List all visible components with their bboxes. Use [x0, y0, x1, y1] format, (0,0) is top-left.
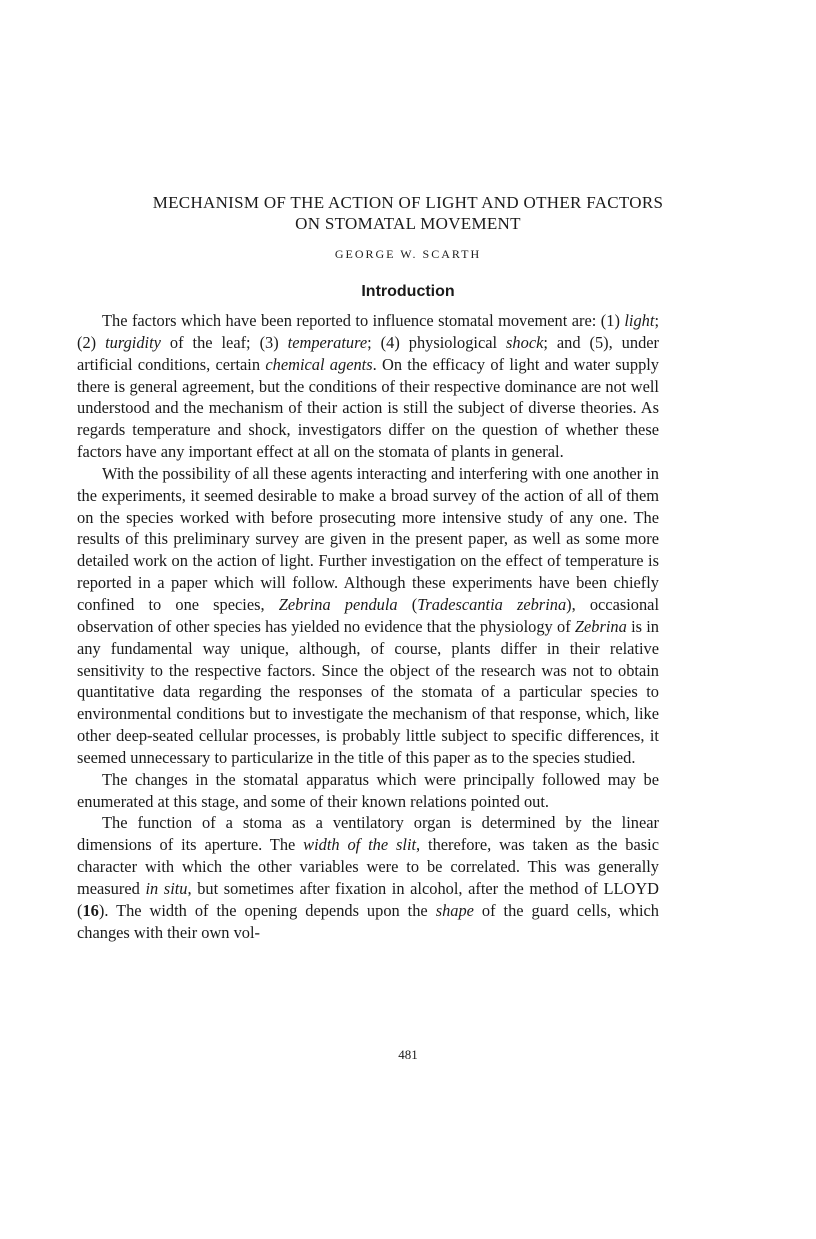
- page-number: 481: [398, 1047, 418, 1062]
- article-body: [77, 310, 659, 943]
- paragraph-4: The function of a stoma as a ventilatory organ is determined by the linear dimensions of its aperture. The width of the slit, therefore, was taken as the basic character with which the other variables were to be correlated. This was generally measured in situ, but sometimes after fixation in alcohol, after the method of LLOYD (16). The width of the opening depends upon the shape of the guard cells, which changes with their own vol-: [77, 813, 660, 942]
- title-line-2: ON STOMATAL MOVEMENT: [295, 214, 521, 233]
- section-heading: Introduction: [361, 283, 455, 300]
- paragraph-2: With the possibility of all these agents interacting and interfering with one another in the experiments, it seemed desirable to make a broad survey of the action of all of them on the species worked with before prosecuting more intensive study of any one. The results of this preliminary survey are given in the present paper, as well as some more detailed work on the action of light. Further investigation on the effect of temperature is reported in a paper which will follow. Although these experiments have been chiefly confined to one species, Zebrina pendula (Tradescantia zebrina), occasional observation of other species has yielded no evidence that the physiology of Zebrina is in any fundamental way unique, although, of course, plants differ in their relative sensitivity to the respective factors. Since the object of the research was not to obtain quantitative data regarding the responses of the stomata of a particular species to environmental conditions but to investigate the mechanism of that response, which, like other deep-seated cellular processes, is probably little subject to specific differences, it seemed unnecessary to particularize in the title of this paper as to the species studied.: [77, 463, 660, 767]
- paragraph-1: The factors which have been reported to influence stomatal movement are: (1) light; (2) turgidity of the leaf; (3) temperature; (4) physiological shock; and (5), under artificial conditions, certain chemical agents. On the efficacy of light and water supply there is general agreement, but the conditions of their respective dominance are not well understood and the mechanism of their action is still the subject of diverse theories. As regards temperature and shock, investigators differ on the question of whether these factors have any important effect at all on the stomata of plants in general.: [77, 311, 660, 462]
- title-line-1: MECHANISM OF THE ACTION OF LIGHT AND OTHER FACTORS: [152, 193, 664, 212]
- author-name: GEORGE W. SCARTH: [334, 247, 482, 261]
- article-title: [60, 192, 756, 234]
- paragraph-3: The changes in the stomatal apparatus which were principally followed may be enumerated at this stage, and some of their known relations pointed out.: [77, 769, 659, 811]
